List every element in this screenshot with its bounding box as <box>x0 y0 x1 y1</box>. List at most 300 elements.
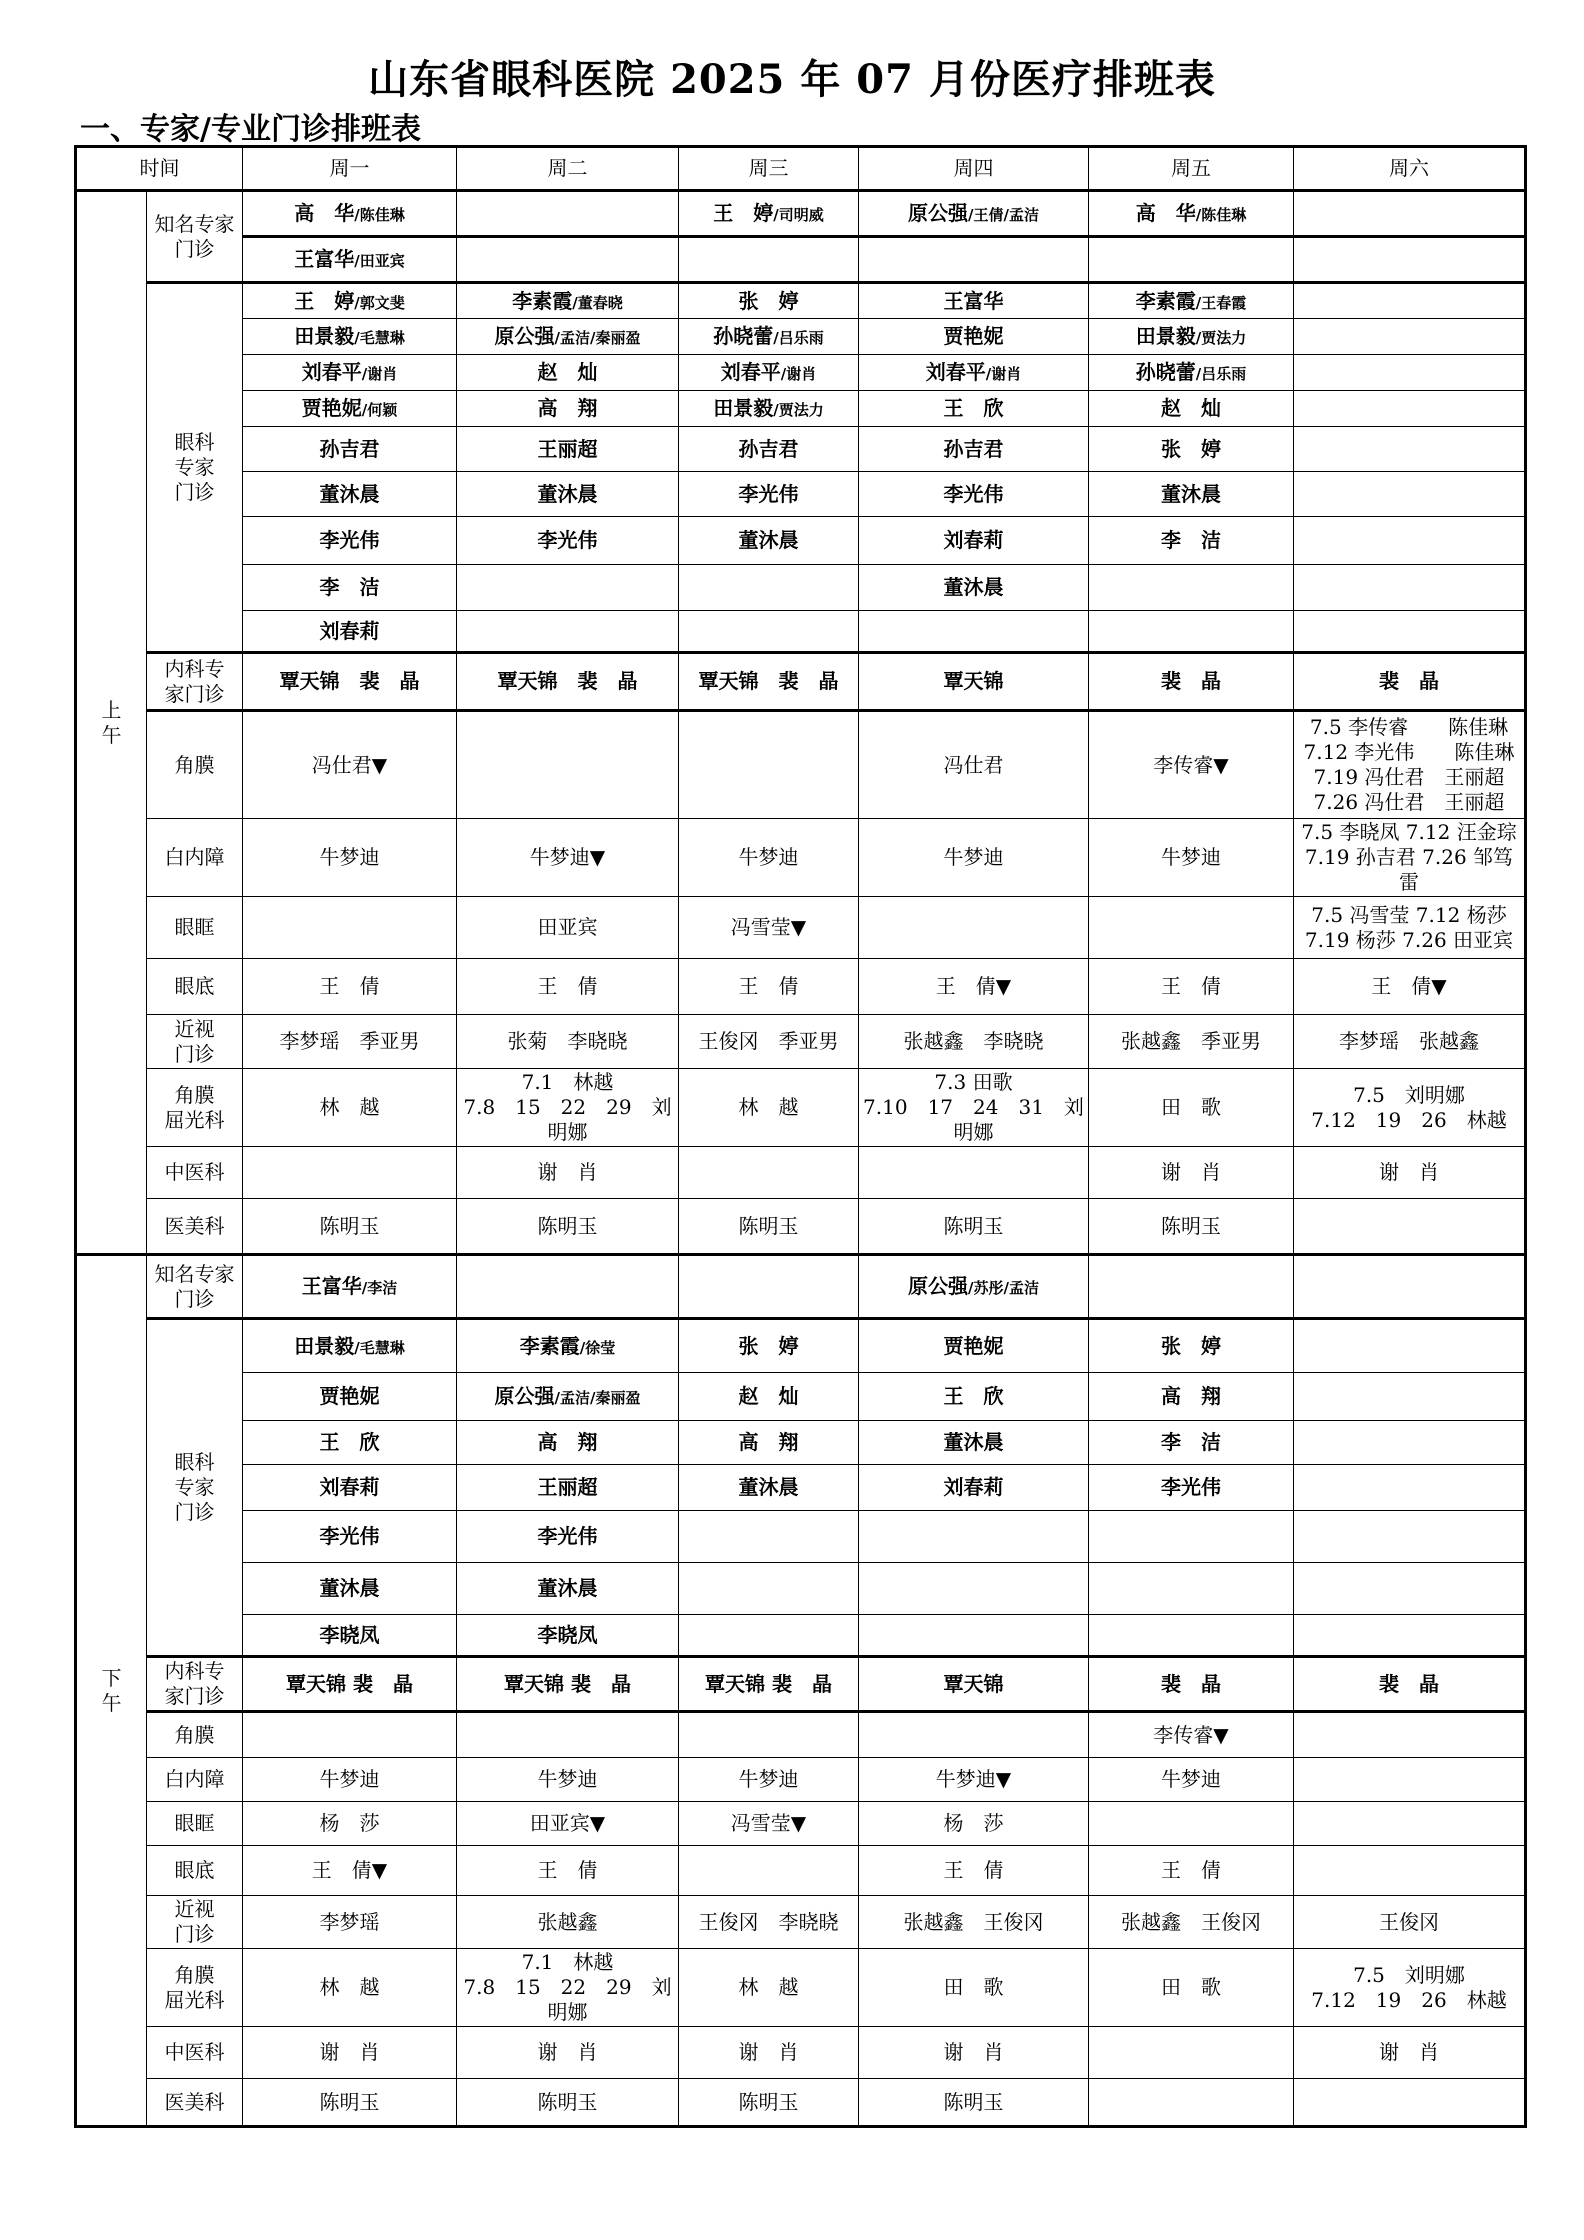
schedule-cell: 陈明玉 <box>457 1199 679 1255</box>
doctor-cell <box>1294 472 1526 517</box>
doctor-cell <box>1089 1465 1294 1511</box>
schedule-row <box>76 897 1526 959</box>
doctor-cell <box>457 1465 679 1511</box>
doctor-name: 张 婷 <box>1161 436 1221 461</box>
schedule-cell <box>859 897 1089 959</box>
doctor-cell <box>457 1421 679 1465</box>
category-label: 角膜 屈光科 <box>147 1949 243 2027</box>
schedule-cell: 7.5 李晓凤 7.12 汪金琮 7.19 孙吉君 7.26 邹笃雷 <box>1294 819 1526 897</box>
schedule-cell <box>457 1712 679 1758</box>
doctor-cell <box>859 1563 1089 1615</box>
schedule-cell: 陈明玉 <box>243 2079 457 2127</box>
schedule-cell: 张越鑫 <box>457 1896 679 1949</box>
schedule-row <box>76 1846 1526 1896</box>
doctor-cell <box>243 472 457 517</box>
doctor-cell <box>859 319 1089 355</box>
schedule-row <box>76 1255 1526 1319</box>
page-title: 山东省眼科医院 2025 年 07 月份医疗排班表 <box>368 56 1216 103</box>
doctor-name: 李光伟 <box>319 1524 380 1548</box>
doctor-cell <box>679 1615 859 1657</box>
schedule-cell: 田 歌 <box>1089 1069 1294 1147</box>
doctor-cell <box>457 472 679 517</box>
doctor-cell <box>859 237 1089 283</box>
schedule-cell <box>243 897 457 959</box>
schedule-cell: 覃天锦 裴 晶 <box>243 653 457 711</box>
schedule-cell: 王 倩 <box>679 959 859 1015</box>
category-label: 医美科 <box>147 1199 243 1255</box>
doctor-cell <box>1089 565 1294 611</box>
doctor-name: 田景毅 <box>713 396 774 420</box>
schedule-cell: 田亚宾▼ <box>457 1802 679 1846</box>
doctor-cell <box>457 1319 679 1373</box>
category-label: 内科专 家门诊 <box>147 653 243 711</box>
doctor-name: 王 婷 <box>713 201 774 225</box>
schedule-row <box>76 319 1526 355</box>
schedule-cell <box>457 711 679 819</box>
schedule-cell <box>859 1147 1089 1199</box>
schedule-cell: 陈明玉 <box>243 1199 457 1255</box>
doctor-name: 刘春莉 <box>943 1475 1004 1499</box>
doctor-name: 田景毅 <box>294 324 355 348</box>
assistant-names: /陈佳琳 <box>354 206 405 224</box>
doctor-cell <box>859 1421 1089 1465</box>
schedule-row <box>76 711 1526 819</box>
schedule-cell: 冯仕君 <box>859 711 1089 819</box>
doctor-cell <box>243 427 457 472</box>
doctor-cell <box>243 391 457 427</box>
day-header: 周四 <box>859 147 1089 191</box>
doctor-cell <box>859 472 1089 517</box>
doctor-cell <box>679 1373 859 1421</box>
schedule-cell: 牛梦迪 <box>243 819 457 897</box>
doctor-name: 李 洁 <box>1161 1430 1221 1454</box>
doctor-cell <box>243 191 457 237</box>
schedule-cell: 田 歌 <box>1089 1949 1294 2027</box>
schedule-row <box>76 1319 1526 1373</box>
schedule-cell: 杨 莎 <box>859 1802 1089 1846</box>
schedule-row <box>76 427 1526 472</box>
schedule-cell: 王俊冈 <box>1294 1896 1526 1949</box>
schedule-row <box>76 355 1526 391</box>
schedule-cell: 王 倩▼ <box>1294 959 1526 1015</box>
day-header: 周三 <box>679 147 859 191</box>
schedule-cell: 王俊冈 李晓晓 <box>679 1896 859 1949</box>
doctor-name: 孙吉君 <box>943 436 1004 461</box>
schedule-cell <box>243 1147 457 1199</box>
doctor-cell <box>457 319 679 355</box>
doctor-name: 李光伟 <box>319 528 380 552</box>
schedule-cell: 牛梦迪 <box>1089 1758 1294 1802</box>
assistant-names: /孟洁/秦丽盈 <box>554 329 641 347</box>
doctor-name: 原公强 <box>494 1384 555 1408</box>
schedule-cell <box>1294 1758 1526 1802</box>
schedule-cell: 7.5 刘明娜 7.12 19 26 林越 <box>1294 1949 1526 2027</box>
doctor-cell <box>1294 1319 1526 1373</box>
schedule-cell: 陈明玉 <box>859 1199 1089 1255</box>
schedule-cell: 李梦瑶 张越鑫 <box>1294 1015 1526 1069</box>
category-label: 白内障 <box>147 819 243 897</box>
category-label: 白内障 <box>147 1758 243 1802</box>
schedule-cell <box>1294 1199 1526 1255</box>
doctor-cell <box>859 1373 1089 1421</box>
doctor-cell <box>859 283 1089 319</box>
schedule-cell: 林 越 <box>679 1949 859 2027</box>
doctor-cell <box>679 1255 859 1319</box>
schedule-cell: 林 越 <box>243 1069 457 1147</box>
doctor-name: 田景毅 <box>294 1333 355 1358</box>
schedule-row <box>76 517 1526 565</box>
schedule-cell: 7.5 冯雪莹 7.12 杨莎 7.19 杨莎 7.26 田亚宾 <box>1294 897 1526 959</box>
doctor-cell <box>1089 1255 1294 1319</box>
doctor-name: 张 婷 <box>1161 1333 1221 1358</box>
schedule-row <box>76 565 1526 611</box>
doctor-name: 李晓凤 <box>319 1622 380 1647</box>
doctor-cell <box>243 1615 457 1657</box>
schedule-cell: 谢 肖 <box>1294 2027 1526 2079</box>
category-label: 角膜 屈光科 <box>147 1069 243 1147</box>
doctor-cell <box>457 427 679 472</box>
schedule-cell: 谢 肖 <box>457 1147 679 1199</box>
doctor-cell <box>679 611 859 653</box>
doctor-name: 孙吉君 <box>319 436 380 461</box>
doctor-name: 王富华 <box>301 1274 362 1298</box>
doctor-cell <box>1294 517 1526 565</box>
doctor-cell <box>1089 355 1294 391</box>
doctor-cell <box>859 427 1089 472</box>
schedule-cell <box>1294 1846 1526 1896</box>
schedule-cell: 王 倩 <box>1089 1846 1294 1896</box>
schedule-row <box>76 1657 1526 1712</box>
doctor-cell <box>457 1255 679 1319</box>
category-label: 知名专家 门诊 <box>147 1255 243 1319</box>
assistant-names: /王春霞 <box>1195 293 1247 312</box>
doctor-name: 贾艳妮 <box>943 1333 1004 1358</box>
schedule-cell <box>679 1846 859 1896</box>
doctor-cell <box>1294 191 1526 237</box>
doctor-name: 王 欣 <box>319 1430 380 1454</box>
doctor-cell <box>1089 1319 1294 1373</box>
assistant-names: /毛慧琳 <box>354 329 405 347</box>
schedule-cell: 谢 肖 <box>679 2027 859 2079</box>
doctor-cell <box>1294 283 1526 319</box>
doctor-name: 李 洁 <box>1161 528 1221 552</box>
doctor-cell <box>457 517 679 565</box>
assistant-names: /贾法力 <box>773 401 824 419</box>
doctor-cell <box>243 611 457 653</box>
doctor-name: 李素霞 <box>519 1333 580 1358</box>
category-label: 角膜 <box>147 1712 243 1758</box>
schedule-cell: 王 倩 <box>457 1846 679 1896</box>
doctor-cell <box>457 237 679 283</box>
section-title: 一、专家/专业门诊排班表 <box>80 112 421 147</box>
schedule-cell: 裴 晶 <box>1294 1657 1526 1712</box>
schedule-cell: 林 越 <box>679 1069 859 1147</box>
schedule-cell: 王俊冈 季亚男 <box>679 1015 859 1069</box>
assistant-names: /王倩/孟洁 <box>968 206 1039 224</box>
schedule-cell: 牛梦迪 <box>457 1758 679 1802</box>
doctor-name: 贾艳妮 <box>319 1384 380 1408</box>
assistant-names: /徐莹 <box>579 1338 616 1357</box>
doctor-cell <box>1089 1421 1294 1465</box>
schedule-cell: 覃天锦 裴 晶 <box>243 1657 457 1712</box>
schedule-cell: 覃天锦 <box>859 653 1089 711</box>
doctor-name: 王 婷 <box>294 288 355 313</box>
assistant-names: /谢肖 <box>985 365 1022 383</box>
schedule-cell <box>1294 1712 1526 1758</box>
schedule-cell: 李传睿▼ <box>1089 1712 1294 1758</box>
schedule-row <box>76 1563 1526 1615</box>
doctor-name: 李素霞 <box>1135 288 1196 313</box>
schedule-row <box>76 1421 1526 1465</box>
schedule-cell: 王 倩 <box>457 959 679 1015</box>
doctor-cell <box>859 565 1089 611</box>
schedule-cell: 张菊 李晓晓 <box>457 1015 679 1069</box>
schedule-cell: 谢 肖 <box>243 2027 457 2079</box>
doctor-name: 董沐晨 <box>1161 481 1221 506</box>
schedule-cell: 覃天锦 裴 晶 <box>679 653 859 711</box>
doctor-cell <box>1294 1421 1526 1465</box>
doctor-cell <box>1089 191 1294 237</box>
schedule-cell: 冯雪莹▼ <box>679 1802 859 1846</box>
schedule-cell: 王 倩 <box>243 959 457 1015</box>
assistant-names: /毛慧琳 <box>354 1338 405 1357</box>
doctor-cell <box>859 355 1089 391</box>
doctor-name: 赵 灿 <box>537 360 598 384</box>
session-label: 上 午 <box>76 191 147 1255</box>
doctor-name: 王丽超 <box>537 436 598 461</box>
doctor-cell <box>457 391 679 427</box>
schedule-cell: 牛梦迪 <box>859 819 1089 897</box>
doctor-name: 董沐晨 <box>738 528 799 552</box>
doctor-cell <box>243 1319 457 1373</box>
schedule-cell <box>1089 2027 1294 2079</box>
doctor-cell <box>243 283 457 319</box>
category-label: 内科专 家门诊 <box>147 1657 243 1712</box>
doctor-name: 李光伟 <box>738 481 799 506</box>
assistant-names: /谢肖 <box>780 365 817 383</box>
doctor-cell <box>859 1511 1089 1563</box>
schedule-cell <box>1294 2079 1526 2127</box>
doctor-cell <box>1089 391 1294 427</box>
schedule-cell: 陈明玉 <box>679 2079 859 2127</box>
doctor-cell <box>243 355 457 391</box>
category-label: 中医科 <box>147 2027 243 2079</box>
doctor-name: 董沐晨 <box>537 481 598 506</box>
category-label: 近视 门诊 <box>147 1015 243 1069</box>
schedule-cell: 张越鑫 季亚男 <box>1089 1015 1294 1069</box>
doctor-cell <box>1089 1373 1294 1421</box>
doctor-cell <box>859 1615 1089 1657</box>
assistant-names: /何颖 <box>361 401 398 419</box>
schedule-cell: 林 越 <box>243 1949 457 2027</box>
doctor-cell <box>1294 565 1526 611</box>
doctor-name: 原公强 <box>908 1274 969 1298</box>
doctor-cell <box>679 319 859 355</box>
schedule-cell <box>1089 2079 1294 2127</box>
schedule-row <box>76 959 1526 1015</box>
doctor-cell <box>243 517 457 565</box>
doctor-cell <box>679 1421 859 1465</box>
doctor-cell <box>859 391 1089 427</box>
schedule-cell: 冯仕君▼ <box>243 711 457 819</box>
doctor-cell <box>457 191 679 237</box>
doctor-cell <box>243 1465 457 1511</box>
doctor-cell <box>1294 237 1526 283</box>
doctor-name: 刘春平 <box>925 360 986 384</box>
doctor-cell <box>243 1511 457 1563</box>
doctor-cell <box>1089 1615 1294 1657</box>
doctor-cell <box>859 191 1089 237</box>
doctor-cell <box>1294 1373 1526 1421</box>
schedule-cell: 7.5 李传睿 陈佳琳 7.12 李光伟 陈佳琳 7.19 冯仕君 王丽超 7.26 冯仕君 王丽超 <box>1294 711 1526 819</box>
doctor-name: 董沐晨 <box>738 1475 799 1499</box>
doctor-name: 李光伟 <box>537 1524 598 1548</box>
schedule-cell <box>859 1712 1089 1758</box>
schedule-cell: 牛梦迪 <box>1089 819 1294 897</box>
schedule-cell: 牛梦迪▼ <box>457 819 679 897</box>
doctor-name: 刘春平 <box>720 360 781 384</box>
doctor-name: 高 华 <box>294 201 355 225</box>
schedule-cell: 陈明玉 <box>859 2079 1089 2127</box>
doctor-name: 赵 灿 <box>738 1384 799 1408</box>
assistant-names: /司明威 <box>773 206 824 224</box>
schedule-row <box>76 2079 1526 2127</box>
schedule-cell: 覃天锦 裴 晶 <box>457 1657 679 1712</box>
category-label: 眼眶 <box>147 1802 243 1846</box>
doctor-name: 张 婷 <box>738 1333 799 1358</box>
schedule-cell: 张越鑫 王俊冈 <box>859 1896 1089 1949</box>
schedule-row <box>76 391 1526 427</box>
category-label: 眼科 专家 门诊 <box>147 1319 243 1657</box>
time-header: 时间 <box>76 147 243 191</box>
schedule-cell: 7.1 林越 7.8 15 22 29 刘明娜 <box>457 1949 679 2027</box>
doctor-cell <box>1294 1465 1526 1511</box>
doctor-cell <box>457 1615 679 1657</box>
schedule-row <box>76 1615 1526 1657</box>
schedule-cell: 牛梦迪 <box>679 1758 859 1802</box>
doctor-cell <box>1294 427 1526 472</box>
schedule-row <box>76 283 1526 319</box>
doctor-cell <box>1089 472 1294 517</box>
doctor-name: 高 翔 <box>738 1430 799 1454</box>
doctor-cell <box>1294 1615 1526 1657</box>
doctor-name: 高 翔 <box>537 396 598 420</box>
schedule-row <box>76 472 1526 517</box>
schedule-row <box>76 1949 1526 2027</box>
doctor-cell <box>1089 1511 1294 1563</box>
session-label: 下 午 <box>76 1255 147 2127</box>
category-label: 眼眶 <box>147 897 243 959</box>
doctor-name: 原公强 <box>494 324 555 348</box>
schedule-cell: 覃天锦 裴 晶 <box>457 653 679 711</box>
doctor-cell <box>457 355 679 391</box>
category-label: 医美科 <box>147 2079 243 2127</box>
doctor-cell <box>243 1255 457 1319</box>
doctor-name: 董沐晨 <box>319 1576 380 1600</box>
doctor-cell <box>1294 355 1526 391</box>
doctor-name: 董沐晨 <box>537 1576 598 1600</box>
doctor-name: 刘春莉 <box>943 528 1004 552</box>
doctor-name: 王 欣 <box>943 1384 1004 1408</box>
doctor-cell <box>243 237 457 283</box>
doctor-cell <box>1089 517 1294 565</box>
day-header: 周一 <box>243 147 457 191</box>
schedule-cell: 谢 肖 <box>1089 1147 1294 1199</box>
schedule-cell: 牛梦迪 <box>243 1758 457 1802</box>
doctor-name: 高 华 <box>1135 201 1196 225</box>
schedule-cell: 谢 肖 <box>457 2027 679 2079</box>
doctor-cell <box>679 191 859 237</box>
doctor-cell <box>457 1563 679 1615</box>
schedule-row <box>76 1147 1526 1199</box>
doctor-name: 孙晓蕾 <box>1135 360 1196 384</box>
schedule-cell <box>243 1712 457 1758</box>
assistant-names: /苏彤/孟洁 <box>968 1279 1039 1297</box>
doctor-cell <box>1089 611 1294 653</box>
doctor-cell <box>679 1563 859 1615</box>
doctor-name: 贾艳妮 <box>301 396 362 420</box>
schedule-row <box>76 237 1526 283</box>
schedule-cell: 李梦瑶 季亚男 <box>243 1015 457 1069</box>
header-row <box>76 147 1526 191</box>
schedule-row <box>76 1373 1526 1421</box>
schedule-cell: 谢 肖 <box>1294 1147 1526 1199</box>
doctor-cell <box>457 1373 679 1421</box>
doctor-cell <box>243 1373 457 1421</box>
doctor-cell <box>1294 1563 1526 1615</box>
doctor-cell <box>1294 611 1526 653</box>
category-label: 眼底 <box>147 959 243 1015</box>
doctor-name: 董沐晨 <box>943 1430 1004 1454</box>
doctor-name: 李 洁 <box>319 575 380 599</box>
doctor-name: 王富华 <box>294 247 355 271</box>
doctor-name: 贾艳妮 <box>943 324 1004 348</box>
doctor-name: 高 翔 <box>537 1430 598 1454</box>
doctor-cell <box>679 283 859 319</box>
doctor-cell <box>859 517 1089 565</box>
doctor-name: 赵 灿 <box>1161 396 1221 420</box>
schedule-cell: 冯雪莹▼ <box>679 897 859 959</box>
doctor-name: 李光伟 <box>943 481 1004 506</box>
doctor-name: 刘春平 <box>301 360 362 384</box>
schedule-cell: 裴 晶 <box>1089 653 1294 711</box>
doctor-cell <box>679 427 859 472</box>
schedule-cell: 7.3 田歌 7.10 17 24 31 刘明娜 <box>859 1069 1089 1147</box>
day-header: 周五 <box>1089 147 1294 191</box>
doctor-name: 孙吉君 <box>738 436 799 461</box>
doctor-cell <box>679 391 859 427</box>
category-label: 眼科 专家 门诊 <box>147 283 243 653</box>
schedule-cell <box>679 711 859 819</box>
doctor-name: 李光伟 <box>537 528 598 552</box>
doctor-cell <box>457 1511 679 1563</box>
schedule-cell <box>679 1712 859 1758</box>
schedule-cell: 裴 晶 <box>1294 653 1526 711</box>
schedule-cell: 王 倩▼ <box>859 959 1089 1015</box>
schedule-cell: 7.5 刘明娜 7.12 19 26 林越 <box>1294 1069 1526 1147</box>
schedule-cell: 张越鑫 李晓晓 <box>859 1015 1089 1069</box>
day-header: 周六 <box>1294 147 1526 191</box>
assistant-names: /董春晓 <box>572 293 623 312</box>
schedule-cell: 田亚宾 <box>457 897 679 959</box>
schedule-row <box>76 1465 1526 1511</box>
doctor-name: 王富华 <box>943 288 1004 313</box>
schedule-row <box>76 1802 1526 1846</box>
doctor-cell <box>457 565 679 611</box>
category-label: 中医科 <box>147 1147 243 1199</box>
doctor-cell <box>679 517 859 565</box>
schedule-cell: 李传睿▼ <box>1089 711 1294 819</box>
